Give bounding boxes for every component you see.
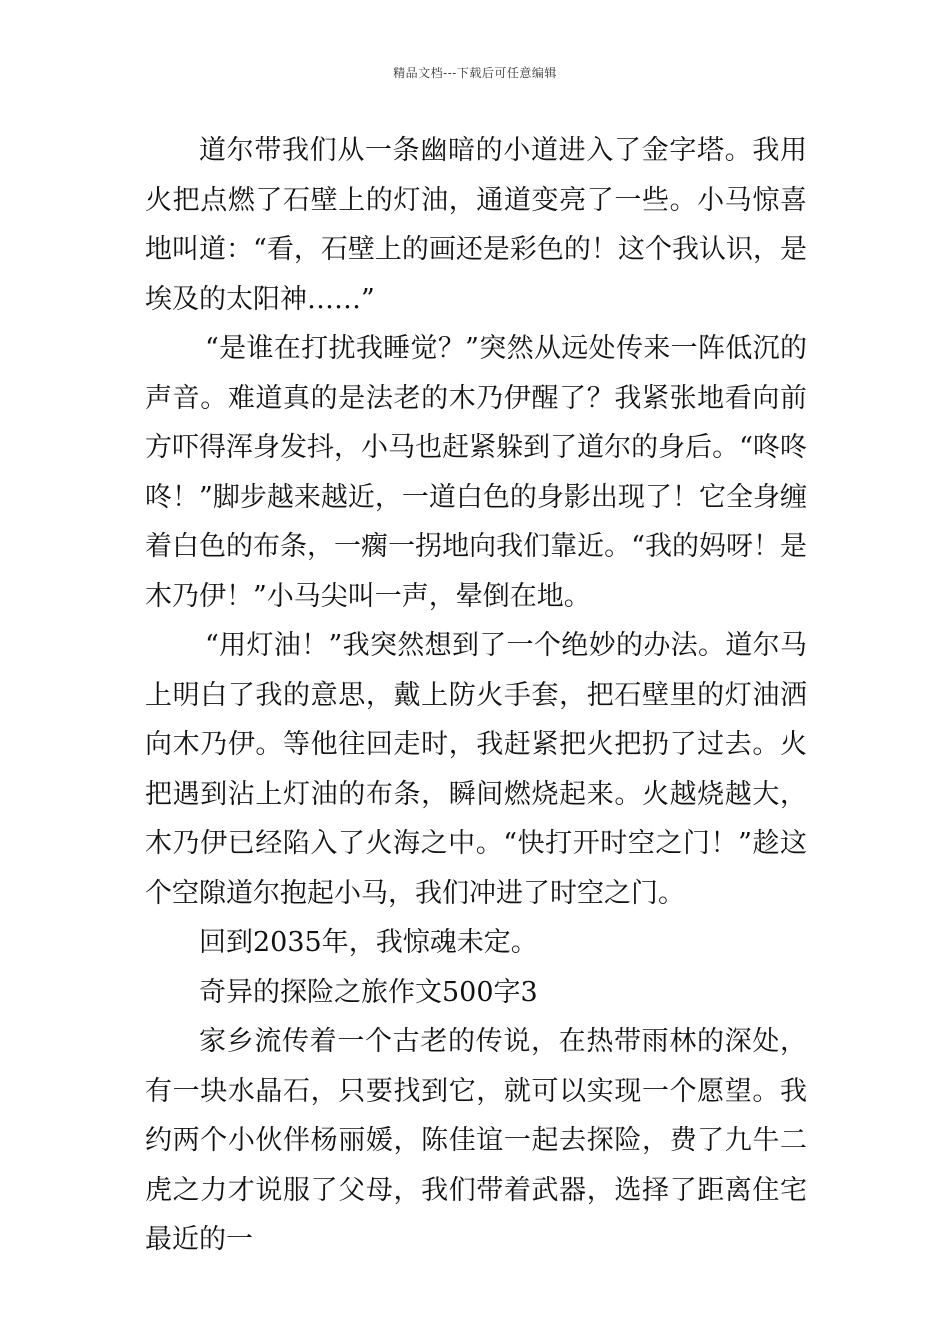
page-header: 精品文档---下载后可任意编辑	[393, 66, 557, 80]
document-body	[145, 126, 807, 1265]
paragraph-legend: 家乡流传着一个古老的传说，在热带雨林的深处，有一块水晶石，只要找到它，就可以实现一个愿望。我约两个小伙伴杨丽媛，陈佳谊一起去探险，费了九牛二虎之力才说服了父母，我们带着武器，选择了距离住宅最近的一	[145, 1026, 807, 1255]
paragraph-lamp-oil-escape: “用灯油！”我突然想到了一个绝妙的办法。道尔马上明白了我的意思，戴上防火手套，把石壁里的灯油洒向木乃伊。等他往回走时，我赶紧把火把扔了过去。火把遇到沾上灯油的布条，瞬间燃烧起来。火越烧越大，木乃伊已经陷入了火海之中。“快打开时空之门！”趁这个空隙道尔抱起小马，我们冲进了时空之门。	[145, 630, 807, 909]
paragraph-mummy-appears: “是谁在打扰我睡觉？”突然从远处传来一阵低沉的声音。难道真的是法老的木乃伊醒了？我紧张地看向前方吓得浑身发抖，小马也赶紧躲到了道尔的身后。“咚咚咚！”脚步越来越近，一道白色的身影出现了！它全身缠着白色的布条，一瘸一拐地向我们靠近。“我的妈呀！是木乃伊！”小马尖叫一声，晕倒在地。	[145, 333, 807, 612]
essay-title: 奇异的探险之旅作文500字3	[199, 976, 538, 1008]
paragraph-pyramid-entry: 道尔带我们从一条幽暗的小道进入了金字塔。我用火把点燃了石壁上的灯油，通道变亮了一些。小马惊喜地叫道：“看，石壁上的画还是彩色的！这个我认识，是埃及的太阳神……”	[145, 135, 807, 315]
paragraph-return: 回到2035年，我惊魂未定。	[199, 927, 538, 958]
